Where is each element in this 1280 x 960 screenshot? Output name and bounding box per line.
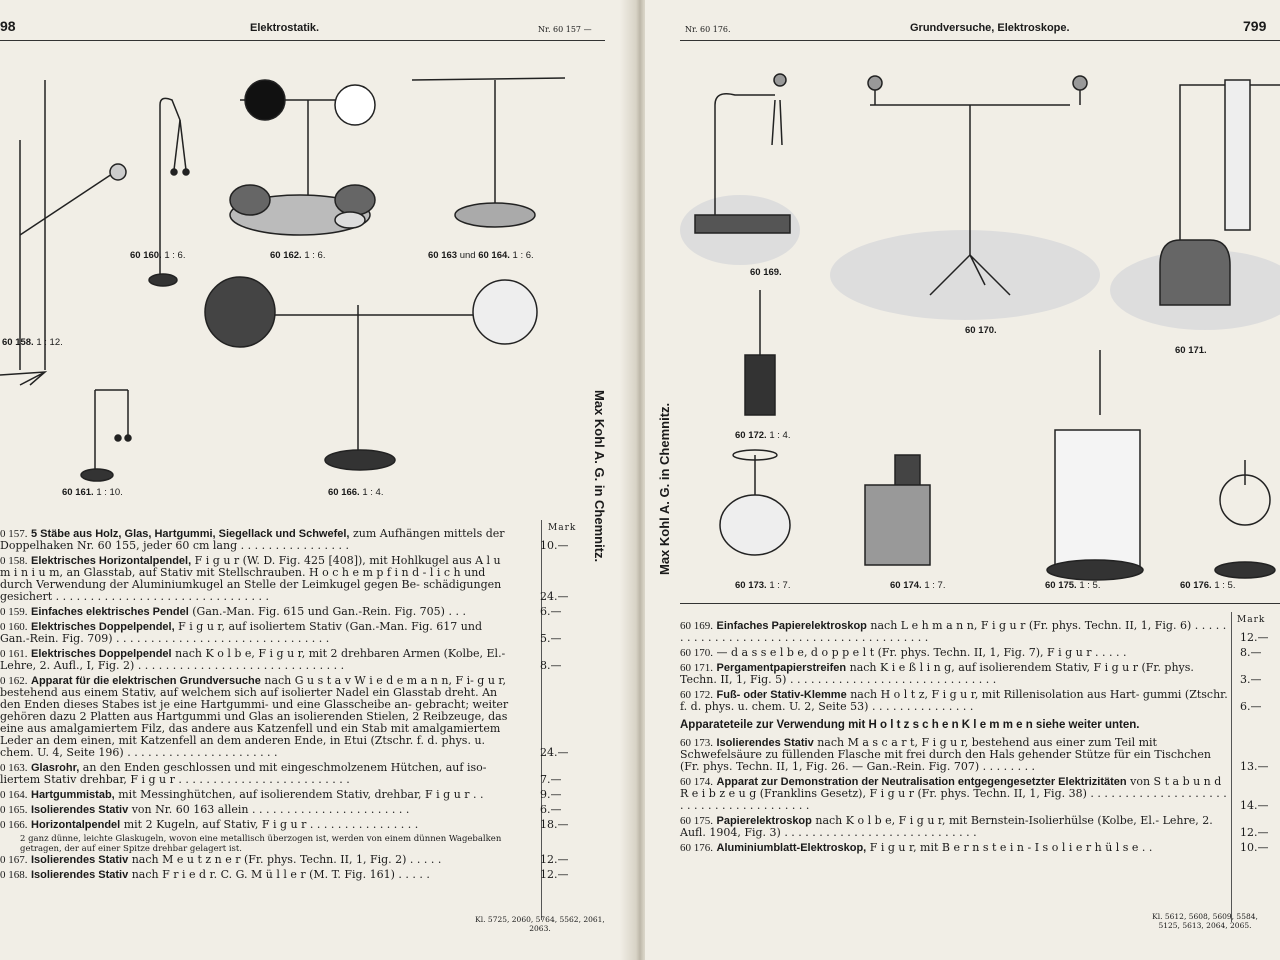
right-header-ref: Nr. 60 176. <box>685 25 731 34</box>
caption-60160: 60 160. 1 : 6. <box>130 250 186 261</box>
caption-60176: 60 176. 1 : 5. <box>1180 580 1236 591</box>
left-page <box>0 0 635 960</box>
caption-60175: 60 175. 1 : 5. <box>1045 580 1101 591</box>
entry-60174: 60 174. Apparat zur Demonstration der Neutralisation entgegengesetzter Elektrizitäten von S t a b u n d R e i b z e u g (Franklins Gesetz), F i g u r (Fr. phys. Techn. II, 1, Fig. 38) . . . . . . . . . . . . . . . . . . . . . . . . . . . . . . . . . . . . . . . 14.— <box>680 775 1269 812</box>
right-entries <box>680 620 1280 857</box>
entry-60162: 0 162. Apparat für die elektrischen Grundversuche nach G u s t a v W i e d e m a n n, F i- g u r, bestehend aus einem Stativ, auf welchem sich auf isolierter Nadel ein Glasstab dreht. An den Enden dieses Stabes ist je eine Hartgummi- und eine Glasscheibe an- gebracht; weiter gehören dazu 2 Platten aus Hartgummi und Glas an isolierenden Stielen, 2 Reibzeuge, das eine aus amalgamiertem Filz, das andere aus Katzenfell und ein Stab mit amalgamiertem Leder an dem einen, mit Katzenfell an dem anderen Ende, in Etui (Ztschr. f. d. phys. u. chem. U. 4, Seite 196) . . . . . . . . . . . . . . . . . . . . . . 24.— <box>0 674 569 759</box>
caption-60169: 60 169. <box>750 267 782 278</box>
entry-60168: 0 168. Isolierendes Stativ nach F r i e d r. C. G. M ü l l e r (M. T. Fig. 161) . . . . . 12.— <box>0 868 569 881</box>
left-page-number: 98 <box>0 18 16 34</box>
caption-60166: 60 166. 1 : 4. <box>328 487 384 498</box>
section-heading-holtz: Apparateteile zur Verwendung mit H o l t z s c h e n K l e m m e n siehe weiter unten. <box>680 719 1140 731</box>
caption-60172: 60 172. 1 : 4. <box>735 430 791 441</box>
caption-60170: 60 170. <box>965 325 997 336</box>
caption-60173: 60 173. 1 : 7. <box>735 580 791 591</box>
left-header-ref: Nr. 60 157 — <box>538 25 592 34</box>
entry-60164: 0 164. Hartgummistab, mit Messinghütchen, auf isolierendem Stativ, drehbar, F i g u r . . 9.— <box>0 788 562 801</box>
entry-60171: 60 171. Pergamentpapierstreifen nach K i e ß l i n g, auf isolierendem Stativ, F i g u r (Fr. phys. Techn. II, 1, Fig. 5) . . . . . . . . . . . . . . . . . . . . . . . . . . . . . . 3.— <box>680 661 1262 686</box>
entry-60159: 0 159. Einfaches elektrisches Pendel (Gan.-Man. Fig. 615 und Gan.-Rein. Fig. 705) . . . 6.— <box>0 605 562 618</box>
entry-60176: 60 176. Aluminiumblatt-Elektroskop, F i g u r, mit B e r n s t e i n - I s o l i e r h ü l s e . . 10.— <box>680 841 1269 854</box>
caption-60158: 60 158. 1 : 12. <box>2 337 63 348</box>
entry-60163: 0 163. Glasrohr, an den Enden geschlossen und mit eingeschmolzenem Hütchen, auf iso- liertem Stativ drehbar, F i g u r . . . . . . . . . . . . . . . . . . . . . . . . . 7.— <box>0 761 562 786</box>
entry-60158: 0 158. Elektrisches Horizontalpendel, F i g u r (W. D. Fig. 425 [408]), mit Hohlkugel aus A l u m i n i u m, an Glasstab, auf Stativ mit Stellschrauben. H o c h e m p f i n d - l i c h und durch Verwendung der Aluminiumkugel an Stelle der Leimkugel gegen Be- schädigungen gesichert . . . . . . . . . . . . . . . . . . . . . . . . . . . . . . . 24.— <box>0 554 569 603</box>
left-header-rule <box>0 40 605 41</box>
right-footnote: Kl. 5612, 5608, 5609, 5584, 5125, 5613, 2064, 2065. <box>1152 912 1258 930</box>
entry-60161: 0 161. Elektrisches Doppelpendel nach K o l b e, F i g u r, mit 2 drehbaren Armen (Kolbe, El.-Lehre, 2. Aufl., I, Fig. 2) . . . . . . . . . . . . . . . . . . . . . . . . . . . . . . 8.— <box>0 647 562 672</box>
right-page <box>645 0 1280 960</box>
entry-60169: 60 169. Einfaches Papierelektroskop nach L e h m a n n, F i g u r (Fr. phys. Techn. II, 1, Fig. 6) . . . . . . . . . . . . . . . . . . . . . . . . . . . . . . . . . . . . . . . . . 12.— <box>680 619 1269 644</box>
left-figures <box>0 60 600 500</box>
right-figures-rule <box>680 603 1280 604</box>
left-footnote: Kl. 5725, 2060, 5764, 5562, 2061, 2063. <box>475 915 605 933</box>
entry-60166-note: 2 ganz dünne, leichte Glaskugeln, wovon eine metallisch überzogen ist, werden von einem dünnen Wagebalken getragen, der auf einer Spitze drehbar gelagert ist. <box>20 834 502 854</box>
left-header-title: Elektrostatik. <box>250 22 320 34</box>
entry-60157: 0 157. 5 Stäbe aus Holz, Glas, Hartgummi, Siegellack und Schwefel, zum Aufhängen mittels der Doppelhaken Nr. 60 155, jeder 60 cm lang . . . . . . . . . . . . . . . . 10.— <box>0 527 569 552</box>
right-header-title: Grundversuche, Elektroskope. <box>910 22 1070 34</box>
right-page-number: 799 <box>1243 18 1267 34</box>
left-entries <box>0 528 600 884</box>
caption-60163-60164: 60 163 und 60 164. 1 : 6. <box>428 250 534 261</box>
caption-60161: 60 161. 1 : 10. <box>62 487 123 498</box>
left-side-text: Max Kohl A. G. in Chemnitz. <box>592 390 607 563</box>
entry-60165: 0 165. Isolierendes Stativ von Nr. 60 163 allein . . . . . . . . . . . . . . . . . . . . . . . 6.— <box>0 803 562 816</box>
caption-60171: 60 171. <box>1175 345 1207 356</box>
caption-60174: 60 174. 1 : 7. <box>890 580 946 591</box>
entry-60166: 0 166. Horizontalpendel mit 2 Kugeln, auf Stativ, F i g u r . . . . . . . . . . . . . . . . 18.— <box>0 818 569 831</box>
entry-60170: 60 170. — d a s s e l b e, d o p p e l t (Fr. phys. Techn. II, 1, Fig. 7), F i g u r . . . . . 8.— <box>680 646 1262 659</box>
entry-60172: 60 172. Fuß- oder Stativ-Klemme nach H o l t z, F i g u r, mit Rillenisolation aus Hart- gummi (Ztschr. f. d. phys. u. chem. U. 2, Seite 53) . . . . . . . . . . . . . . . 6.— <box>680 688 1262 713</box>
right-side-text: Max Kohl A. G. in Chemnitz. <box>657 402 672 575</box>
entry-60173: 60 173. Isolierendes Stativ nach M a s c a r t, F i g u r, bestehend aus einer zum Teil mit Schwefelsäure zu füllenden Flasche mit frei durch den Hals gehender Stütze für ein Tischchen (Fr. phys. Techn. II, 1, Fig. 26. — Gan.-Rein. Fig. 707) . . . . . . . . 13.— <box>680 736 1269 773</box>
caption-60162: 60 162. 1 : 6. <box>270 250 326 261</box>
right-mark-header: Mark <box>1237 615 1266 625</box>
entry-60167: 0 167. Isolierendes Stativ nach M e u t z n e r (Fr. phys. Techn. II, 1, Fig. 2) . . . . . 12.— <box>0 853 569 866</box>
right-header-rule <box>680 40 1280 41</box>
entry-60175: 60 175. Papierelektroskop nach K o l b e, F i g u r, mit Bernstein-Isolierhülse (Kolbe, El.- Lehre, 2. Aufl. 1904, Fig. 3) . . . . . . . . . . . . . . . . . . . . . . . . . . . . 12.— <box>680 814 1269 839</box>
left-mark-header: Mark <box>548 523 577 533</box>
entry-60160: 0 160. Elektrisches Doppelpendel, F i g u r, auf isoliertem Stativ (Gan.-Man. Fig. 617 und Gan.-Rein. Fig. 709) . . . . . . . . . . . . . . . . . . . . . . . . . . . . . . . 5.— <box>0 620 562 645</box>
